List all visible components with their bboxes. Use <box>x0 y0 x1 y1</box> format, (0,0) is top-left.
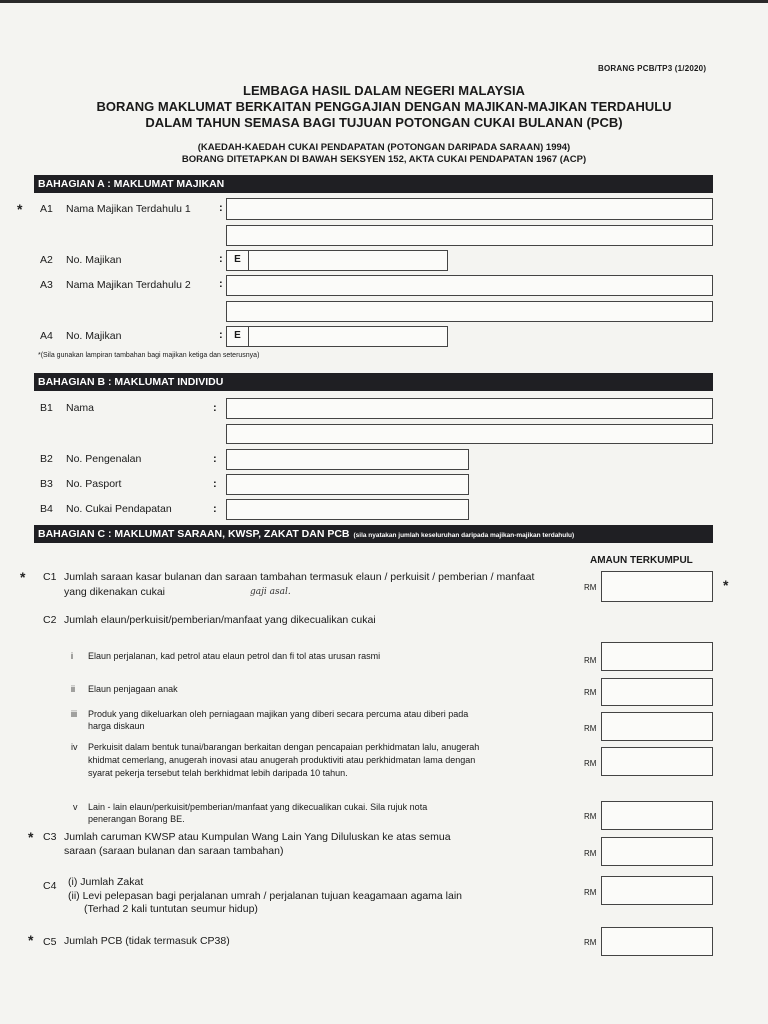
c1-label-line1: Jumlah saraan kasar bulanan dan saraan tambahan termasuk elaun / perkuisit / pemberian / manfaat <box>64 571 535 583</box>
c2-number: C2 <box>43 614 57 626</box>
rm-label: RM <box>584 724 597 733</box>
asterisk-mark-c1-right: * <box>723 577 729 593</box>
c2-ii-number: ii <box>71 684 75 694</box>
c1-number: C1 <box>43 571 57 583</box>
b4-colon: : <box>213 503 217 515</box>
amount-column-header: AMAUN TERKUMPUL <box>590 555 693 566</box>
c4-amount-field[interactable] <box>601 876 713 905</box>
c4-label-line1: (i) Jumlah Zakat <box>68 876 144 888</box>
rm-label: RM <box>584 849 597 858</box>
c3-number: C3 <box>43 831 57 843</box>
a1-colon: : <box>219 202 223 214</box>
rm-label: RM <box>584 938 597 947</box>
title-agency: LEMBAGA HASIL DALAM NEGERI MALAYSIA <box>243 83 525 98</box>
handwritten-note: gaji asal. <box>250 587 291 597</box>
rm-label: RM <box>584 888 597 897</box>
title-form-name: BORANG MAKLUMAT BERKAITAN PENGGAJIAN DENGAN MAJIKAN-MAJIKAN TERDAHULU <box>96 99 672 114</box>
previous-employer-2-name-field[interactable] <box>226 275 713 296</box>
employer-number-2-field[interactable] <box>226 326 448 347</box>
b4-label: No. Cukai Pendapatan <box>66 503 172 515</box>
c4-label-line2: (ii) Levi pelepasan bagi perjalanan umrah / perjalanan tujuan keagamaan agama lain <box>68 890 463 902</box>
c2-iv-label-line1: Perkuisit dalam bentuk tunai/barangan berkaitan dengan pencapaian perkhidmatan lalu, anugerah <box>88 742 480 752</box>
a2-label: No. Majikan <box>66 254 122 266</box>
b2-colon: : <box>213 453 217 465</box>
b1-number: B1 <box>40 402 53 414</box>
a3-label: Nama Majikan Terdahulu 2 <box>66 279 191 291</box>
c2-i-amount-field[interactable] <box>601 642 713 671</box>
rm-label: RM <box>584 812 597 821</box>
c2-iii-label-line1: Produk yang dikeluarkan oleh perniagaan majikan yang diberi secara percuma atau diberi pada <box>88 709 469 719</box>
a2-number: A2 <box>40 254 53 266</box>
a4-number: A4 <box>40 330 53 342</box>
name-field[interactable] <box>226 398 713 419</box>
section-b-heading: BAHAGIAN B : MAKLUMAT INDIVIDU <box>34 373 713 391</box>
c2-v-label-line1: Lain - lain elaun/perkuisit/pemberian/manfaat yang dikecualikan cukai. Sila rujuk nota <box>88 802 428 812</box>
a1-number: A1 <box>40 203 53 215</box>
asterisk-mark-c3: * <box>28 829 34 845</box>
a3-number: A3 <box>40 279 53 291</box>
c5-number: C5 <box>43 936 57 948</box>
c2-i-number: i <box>71 651 73 661</box>
c3-label-line1: Jumlah caruman KWSP atau Kumpulan Wang Lain Yang Diluluskan ke atas semua <box>64 831 451 843</box>
asterisk-mark-c1: * <box>20 569 26 585</box>
b2-label: No. Pengenalan <box>66 453 142 465</box>
section-c-title: BAHAGIAN C : MAKLUMAT SARAAN, KWSP, ZAKAT DAN PCB <box>38 528 350 540</box>
c2-i-label: Elaun perjalanan, kad petrol atau elaun petrol dan fi tol atas urusan rasmi <box>88 651 381 661</box>
a1-label: Nama Majikan Terdahulu 1 <box>66 203 191 215</box>
b3-colon: : <box>213 478 217 490</box>
previous-employer-1-name-field-line2[interactable] <box>226 225 713 246</box>
section-a-note: *(Sila gunakan lampiran tambahan bagi majikan ketiga dan seterusnya) <box>38 352 260 359</box>
c2-iii-amount-field[interactable] <box>601 712 713 741</box>
c2-v-number: v <box>73 802 78 812</box>
c2-ii-label: Elaun penjagaan anak <box>88 684 178 694</box>
c2-iv-label-line2: khidmat cemerlang, anugerah inovasi atau anugerah produktiviti atau perkhidmatan lama dengan <box>88 755 476 765</box>
section-a-heading: BAHAGIAN A : MAKLUMAT MAJIKAN <box>34 175 713 193</box>
c2-ii-amount-field[interactable] <box>601 678 713 706</box>
rm-label: RM <box>584 656 597 665</box>
c2-label: Jumlah elaun/perkuisit/pemberian/manfaat yang dikecualikan cukai <box>64 614 376 626</box>
identification-number-field[interactable] <box>226 449 469 470</box>
employer-number-1-field[interactable] <box>226 250 448 271</box>
c1-label-line2: yang dikenakan cukai <box>64 586 165 598</box>
b1-label: Nama <box>66 402 95 414</box>
section-c-note: (sila nyatakan jumlah keseluruhan daripada majikan-majikan terdahulu) <box>353 532 575 539</box>
asterisk-mark-a1: * <box>17 201 23 217</box>
c1-amount-field[interactable] <box>601 571 713 602</box>
c2-iii-label-line2: harga diskaun <box>88 721 145 731</box>
a2-colon: : <box>219 253 223 265</box>
passport-number-field[interactable] <box>226 474 469 495</box>
b1-colon: : <box>213 402 217 414</box>
name-field-line2[interactable] <box>226 424 713 444</box>
rm-label: RM <box>584 583 597 592</box>
c2-v-amount-field[interactable] <box>601 801 713 830</box>
income-tax-number-field[interactable] <box>226 499 469 520</box>
section-c-heading <box>34 525 713 543</box>
c2-iii-number: iii <box>71 709 77 719</box>
c2-iv-number: iv <box>71 742 78 752</box>
previous-employer-1-name-field[interactable] <box>226 198 713 220</box>
employer-prefix-e: E <box>227 251 249 270</box>
subtitle-act: BORANG DITETAPKAN DI BAWAH SEKSYEN 152, AKTA CUKAI PENDAPATAN 1967 (ACP) <box>181 154 587 165</box>
c2-iv-label-line3: syarat pekerja tersebut telah berkhidmat lebih daripada 10 tahun. <box>88 768 348 778</box>
a3-colon: : <box>219 278 223 290</box>
title-purpose: DALAM TAHUN SEMASA BAGI TUJUAN POTONGAN CUKAI BULANAN (PCB) <box>145 115 623 130</box>
c2-iv-amount-field[interactable] <box>601 747 713 776</box>
c4-number: C4 <box>43 880 57 892</box>
c5-amount-field[interactable] <box>601 927 713 956</box>
form-code: BORANG PCB/TP3 (1/2020) <box>598 64 707 73</box>
top-edge-line <box>0 0 768 3</box>
b2-number: B2 <box>40 453 53 465</box>
c3-label-line2: saraan (saraan bulanan dan saraan tambahan) <box>64 845 284 857</box>
b3-number: B3 <box>40 478 53 490</box>
c5-label: Jumlah PCB (tidak termasuk CP38) <box>64 935 230 947</box>
b3-label: No. Pasport <box>66 478 122 490</box>
a4-colon: : <box>219 329 223 341</box>
rm-label: RM <box>584 759 597 768</box>
a4-label: No. Majikan <box>66 330 122 342</box>
c2-v-label-line2: penerangan Borang BE. <box>88 814 185 824</box>
c4-label-line3: (Terhad 2 kali tuntutan seumur hidup) <box>84 903 258 915</box>
previous-employer-2-name-field-line2[interactable] <box>226 301 713 322</box>
rm-label: RM <box>584 688 597 697</box>
c3-amount-field[interactable] <box>601 837 713 866</box>
subtitle-rules: (KAEDAH-KAEDAH CUKAI PENDAPATAN (POTONGAN DARIPADA SARAAN) 1994) <box>197 142 571 153</box>
b4-number: B4 <box>40 503 53 515</box>
employer-prefix-e: E <box>227 327 249 346</box>
asterisk-mark-c5: * <box>28 932 34 948</box>
